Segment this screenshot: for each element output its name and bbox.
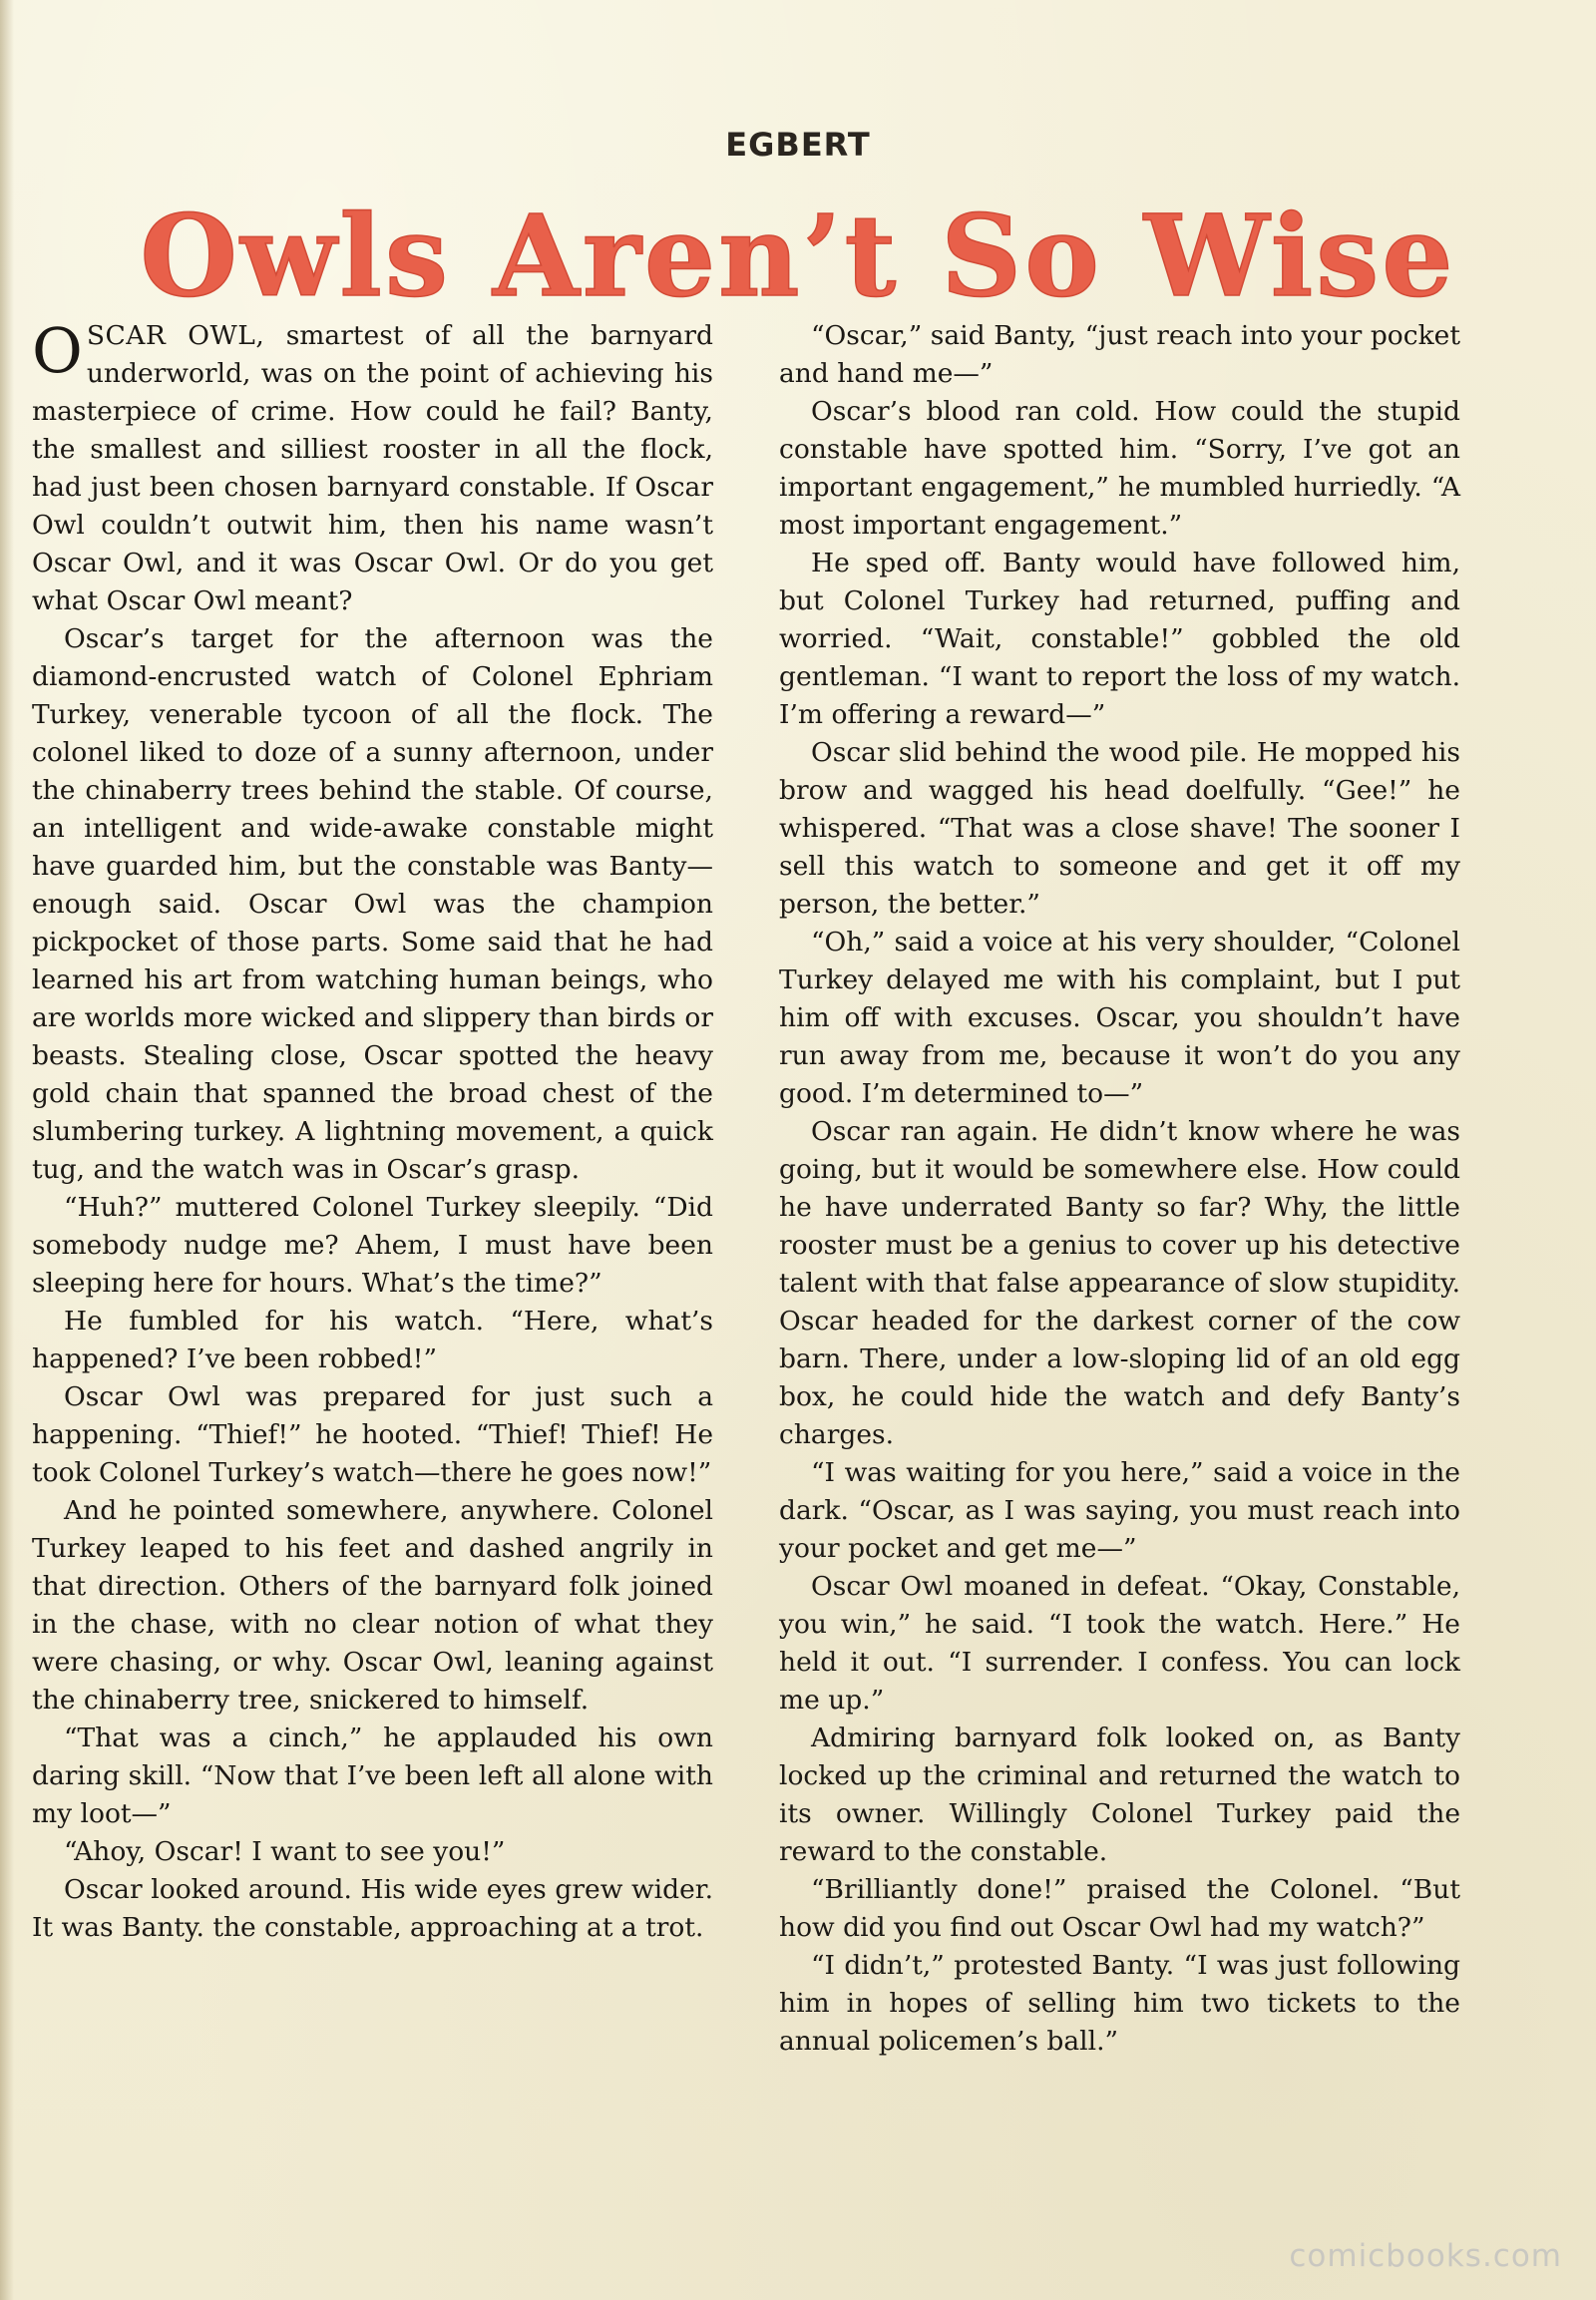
paragraph: “Oh,” said a voice at his very shoulder, “Colonel Turkey delayed me with his complaint, but I put him off with excuses. Oscar, you shouldn’t have run away from me, because it won’t do you any good. I’m determined to—” bbox=[779, 927, 1460, 1109]
paragraph: Oscar Owl was prepared for just such a happening. “Thief!” he hooted. “Thief! Thief! He took Colonel Turkey’s watch—there he goes now!” bbox=[32, 1381, 713, 1488]
drop-cap: O bbox=[32, 314, 83, 387]
paragraph: And he pointed somewhere, anywhere. Colonel Turkey leaped to his feet and dashed angrily in that direction. Others of the barnyard folk joined in the chase, with no clear notion of what they were chasing, or why. Oscar Owl, leaning against the chinaberry tree, snickered to himself. bbox=[32, 1495, 713, 1716]
paragraph: “I didn’t,” protested Banty. “I was just following him in hopes of selling him two tickets to the annual policemen’s ball.” bbox=[779, 1950, 1460, 2057]
site-watermark: comicbooks.com bbox=[1289, 2238, 1562, 2274]
paragraph: Oscar’s target for the afternoon was the diamond-encrusted watch of Colonel Ephriam Turkey, venerable tycoon of all the flock. The colonel liked to doze of a sunny afternoon, under the chinaberry trees behind the stable. Of course, an intelligent and wide-awake constable might have guarded him, but the constable was Banty—enough said. Oscar Owl was the champion pickpocket of those parts. Some said that he had learned his art from watching human beings, who are worlds more wicked and slippery than birds or beasts. Stealing close, Oscar spotted the heavy gold chain that spanned the broad chest of the slumbering turkey. A lightning movement, a quick tug, and the watch was in Oscar’s grasp. bbox=[32, 623, 713, 1185]
left-column bbox=[32, 314, 713, 2112]
paragraph: Oscar Owl moaned in defeat. “Okay, Constable, you win,” he said. “I took the watch. Here.” He held it out. “I surrender. I confess. You can lock me up.” bbox=[779, 1571, 1460, 1716]
series-label: EGBERT bbox=[725, 126, 871, 164]
paragraph: “That was a cinch,” he applauded his own daring skill. “Now that I’ve been left all alone with my loot—” bbox=[32, 1723, 713, 1829]
paragraph: “I was waiting for you here,” said a voice in the dark. “Oscar, as I was saying, you must reach into your pocket and get me—” bbox=[779, 1457, 1460, 1564]
paragraph: Admiring barnyard folk looked on, as Banty locked up the criminal and returned the watch to its owner. Willingly Colonel Turkey paid the reward to the constable. bbox=[779, 1723, 1460, 1867]
page-edge-shadow bbox=[0, 0, 14, 2300]
story-body bbox=[32, 314, 1460, 2112]
paragraph: Oscar’s blood ran cold. How could the stupid constable have spotted him. “Sorry, I’ve got an important engagement,” he mumbled hurriedly. “A most important engagement.” bbox=[779, 396, 1460, 541]
paragraph: Oscar ran again. He didn’t know where he was going, but it would be somewhere else. How could he have underrated Banty so far? Why, the little rooster must be a genius to cover up his detective talent with that false appearance of slow stupidity. Oscar headed for the darkest corner of the cow barn. There, under a low-sloping lid of an old egg box, he could hide the watch and defy Banty’s charges. bbox=[779, 1116, 1460, 1450]
paragraph: He fumbled for his watch. “Here, what’s happened? I’ve been robbed!” bbox=[32, 1306, 713, 1374]
paragraph: He sped off. Banty would have followed him, but Colonel Turkey had returned, puffing and worried. “Wait, constable!” gobbled the old gentleman. “I want to report the loss of my watch. I’m offering a reward—” bbox=[779, 548, 1460, 730]
opening-caps: SCAR OWL, bbox=[86, 320, 265, 351]
paragraph: “Oscar,” said Banty, “just reach into your pocket and hand me—” bbox=[779, 320, 1460, 389]
right-column bbox=[779, 317, 1460, 2112]
story-title: Owls Aren’t So Wise bbox=[140, 192, 1456, 322]
opening-text: smartest of all the barnyard underworld, was on the point of achieving his masterpiece of crime. How could he fail? Banty, the smallest and silliest rooster in all the flock, had just been chosen barnyard constable. If Oscar Owl couldn’t outwit him, then his name wasn’t Oscar Owl, and it was Oscar Owl. Or do you get what Oscar Owl meant? bbox=[32, 320, 713, 616]
paragraph: Oscar slid behind the wood pile. He mopped his brow and wagged his head doelfully. “Gee!” he whispered. “That was a close shave! The sooner I sell this watch to someone and get it off my person, the better.” bbox=[779, 737, 1460, 920]
paragraph: Oscar looked around. His wide eyes grew wider. It was Banty. the constable, approaching at a trot. bbox=[32, 1874, 713, 1943]
opening-paragraph bbox=[32, 314, 713, 620]
paragraph: “Ahoy, Oscar! I want to see you!” bbox=[64, 1836, 506, 1867]
paragraph: “Brilliantly done!” praised the Colonel. “But how did you find out Oscar Owl had my watch?” bbox=[779, 1874, 1460, 1943]
paragraph: “Huh?” muttered Colonel Turkey sleepily. “Did somebody nudge me? Ahem, I must have been sleeping here for hours. What’s the time?” bbox=[32, 1192, 713, 1299]
